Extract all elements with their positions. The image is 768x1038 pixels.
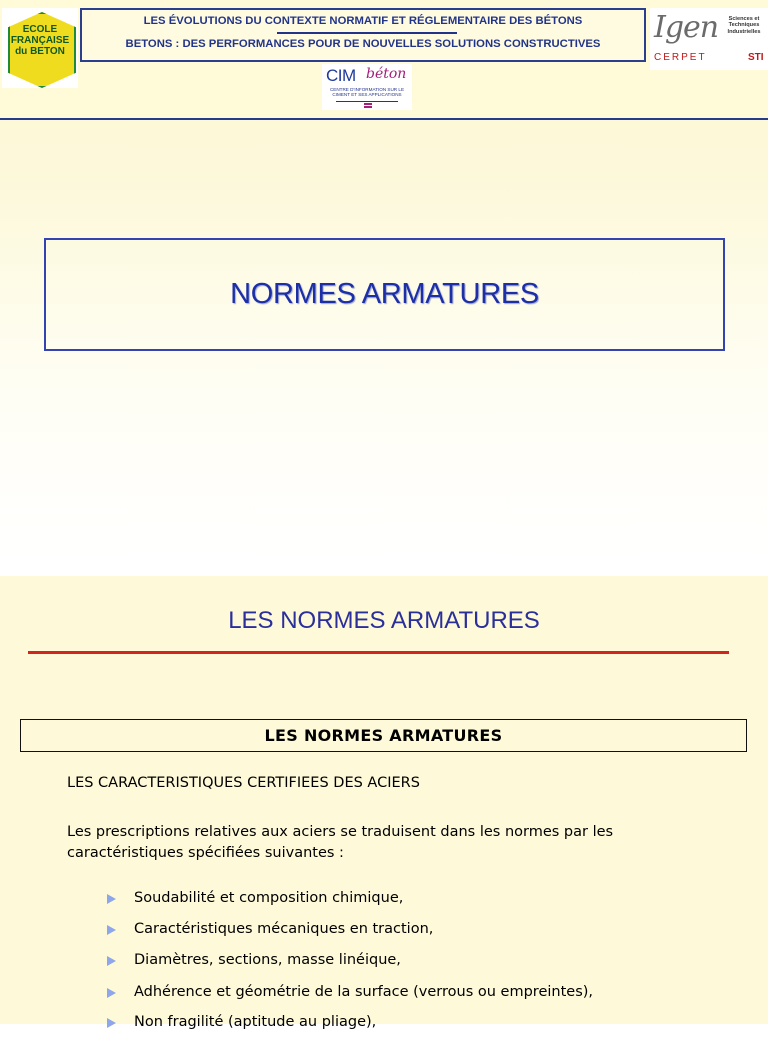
list-item-text: Diamètres, sections, masse linéique,	[134, 952, 401, 968]
list-item-text: Soudabilité et composition chimique,	[134, 890, 404, 906]
list-item	[107, 952, 707, 976]
section-paragraph: Les prescriptions relatives aux aciers se traduisent dans les normes par les caractéristiques spécifiées suivantes :	[67, 824, 614, 861]
slide-1-title: NORMES ARMATURES	[230, 278, 539, 310]
header-title-line-2: BETONS : DES PERFORMANCES POUR DE NOUVELLES SOLUTIONS CONSTRUCTIVES	[125, 38, 601, 50]
slide-2	[0, 576, 768, 1030]
list-item-text: Non fragilité (aptitude au pliage),	[134, 1014, 377, 1030]
arrow-bullet-icon	[107, 988, 116, 998]
list-item-text: Caractéristiques mécaniques en traction,	[134, 921, 434, 937]
header-title-box	[80, 8, 646, 62]
logo-text: ECOLE FRANÇAISE du BETON	[10, 24, 70, 57]
cimbeton-logo-mark-icon	[364, 103, 372, 108]
list-item	[107, 921, 707, 945]
arrow-bullet-icon	[107, 925, 116, 935]
igen-logo-side-text: Sciences et Techniques Industrielles	[727, 16, 761, 35]
ecole-francaise-du-beton-logo	[2, 8, 78, 88]
header-title-line-1: LES ÉVOLUTIONS DU CONTEXTE NORMATIF ET RÉGLEMENTAIRE DES BÉTONS	[143, 15, 583, 27]
arrow-bullet-icon	[107, 956, 116, 966]
arrow-bullet-icon	[107, 894, 116, 904]
section-box	[20, 719, 747, 752]
cimbeton-logo-subtitle: CENTRE D'INFORMATION SUR LE CIMENT ET SES APPLICATIONS	[329, 87, 405, 97]
slide-2-title: LES NORMES ARMATURES	[228, 607, 540, 634]
arrow-bullet-icon	[107, 1018, 116, 1028]
cerpet-label: CERPET	[654, 52, 707, 63]
cimbeton-logo	[322, 64, 412, 110]
list-item-text: Adhérence et géométrie de la surface (verrous ou empreintes),	[134, 984, 594, 1000]
header-title-separator	[277, 32, 457, 34]
section-subheading: LES CARACTERISTIQUES CERTIFIEES DES ACIERS	[67, 775, 420, 791]
list-item	[107, 984, 707, 1008]
cimbeton-logo-beton: béton	[366, 66, 407, 82]
cimbeton-logo-rule	[336, 101, 398, 102]
list-item	[107, 1014, 707, 1038]
slide-2-title-underline	[28, 651, 729, 654]
igen-logo-word: Igen	[654, 10, 719, 45]
slide-1-title-box	[44, 238, 725, 351]
cimbeton-logo-word: CIM	[326, 66, 356, 85]
header-divider	[0, 118, 768, 120]
section-box-label: LES NORMES ARMATURES	[264, 726, 503, 745]
igen-cerpet-logo	[650, 8, 768, 70]
list-item	[107, 890, 707, 914]
sti-label: STI	[748, 52, 764, 63]
